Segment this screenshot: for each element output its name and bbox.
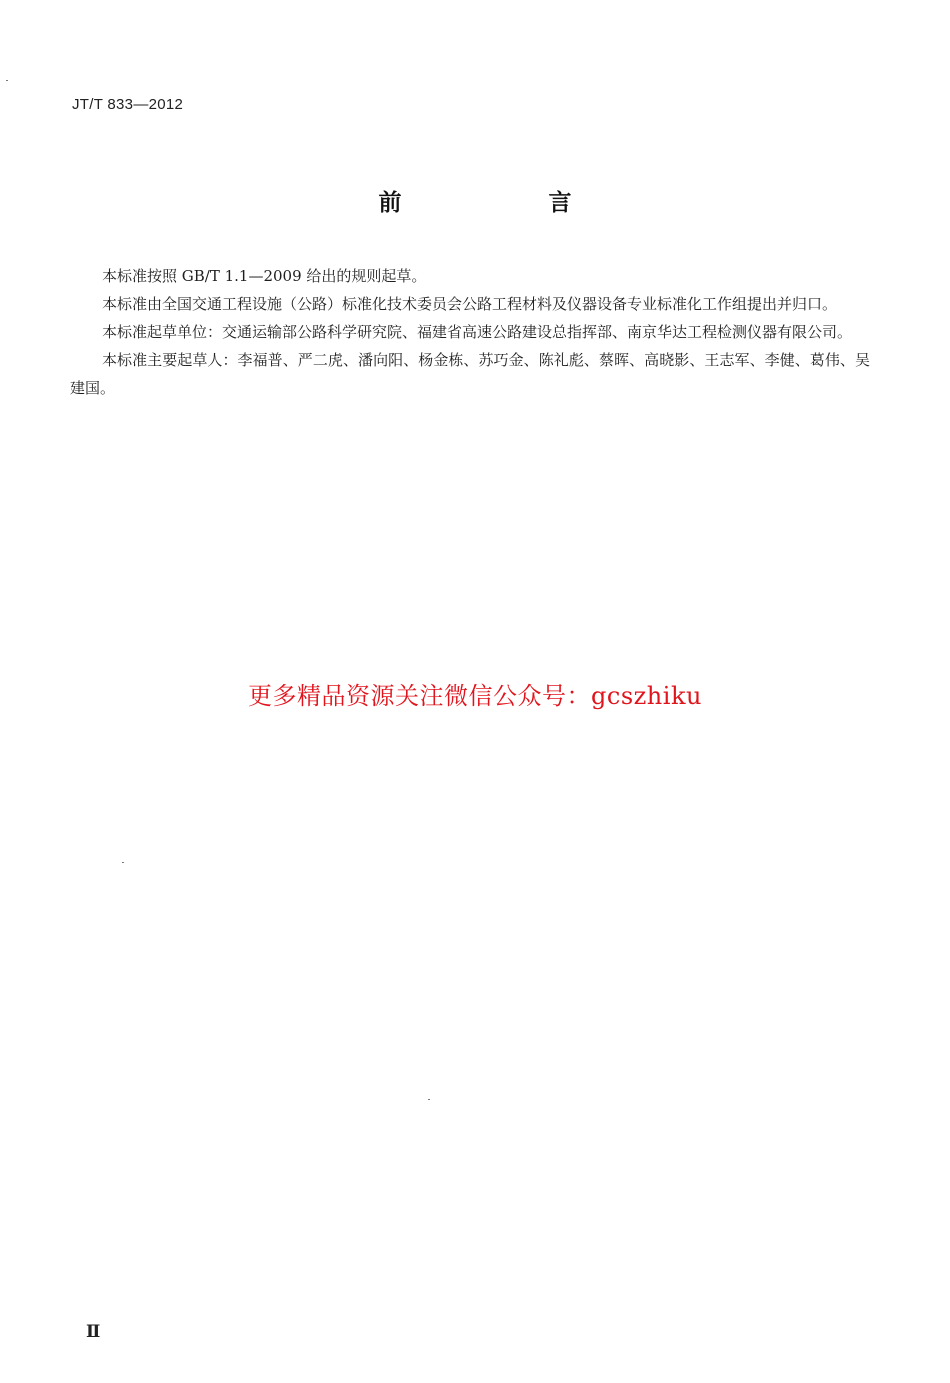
scan-speck: [428, 1099, 430, 1100]
standard-code: JT/T 833—2012: [72, 96, 184, 113]
page-number: Ⅱ: [86, 1322, 101, 1341]
paragraph-drafting-units: 本标准起草单位：交通运输部公路科学研究院、福建省高速公路建设总指挥部、南京华达工程检测仪器有限公司。: [102, 323, 853, 341]
scan-speck: [6, 80, 8, 81]
paragraph-drafters: 本标准主要起草人：李福普、严二虎、潘向阳、杨金栋、苏巧金、陈礼彪、蔡晖、高晓影、王志军、李健、葛伟、吴建国。: [70, 351, 870, 397]
foreword-body: [70, 262, 870, 402]
paragraph-proposer: 本标准由全国交通工程设施（公路）标准化技术委员会公路工程材料及仪器设备专业标准化工作组提出并归口。: [102, 295, 838, 313]
section-title: 前 言: [378, 190, 634, 216]
scan-speck: [122, 862, 124, 863]
paragraph-drafting-rules: 本标准按照 GB/T 1.1—2009 给出的规则起草。: [102, 267, 427, 285]
watermark-text: 更多精品资源关注微信公众号：gcszhiku: [248, 682, 702, 710]
